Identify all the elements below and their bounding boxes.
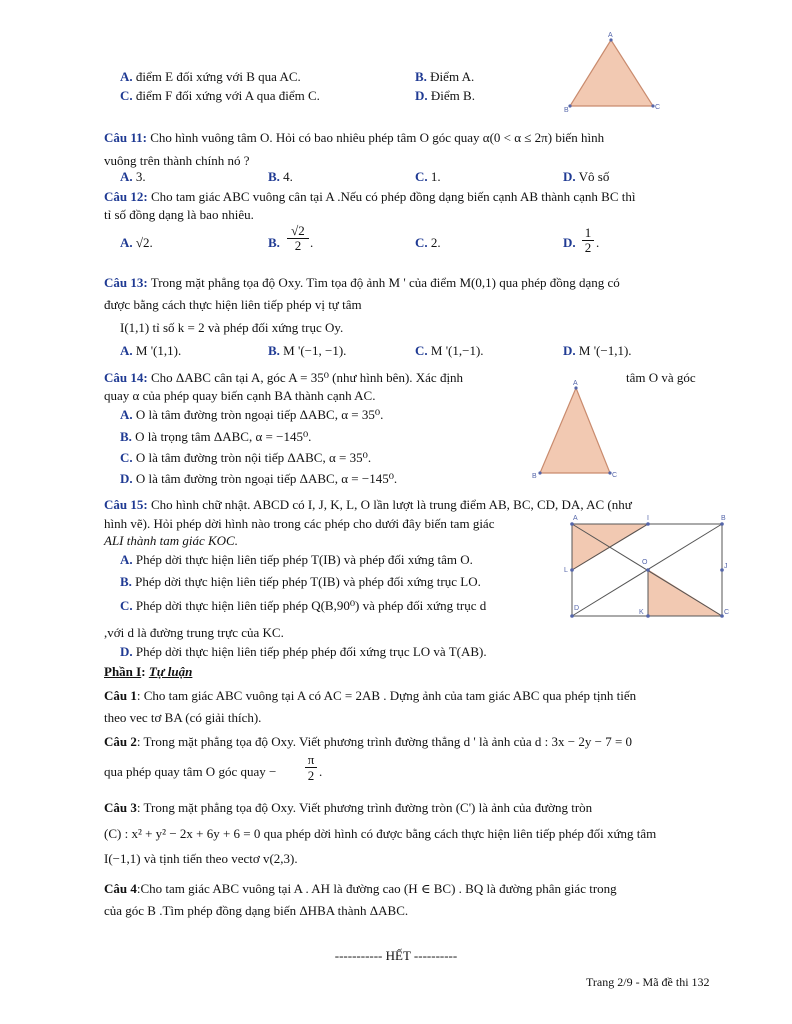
q11-option-a: A. 3. [120,169,146,184]
fig3-label-i: I [647,515,649,522]
q14-option-d: D. O là tâm đường tròn ngoại tiếp ΔABC, α = −145⁰. [120,471,398,486]
fig2-label-a: A [573,380,578,387]
essay4-line1: Câu 4:Cho tam giác ABC vuông tại A . AH là đường cao (H ∈ BC) . BQ là đường phân giác trong [104,881,617,896]
q10-option-a: A. điểm E đối xứng với B qua AC. [120,69,301,84]
fig1-label-b: B [564,107,569,114]
q15-stem-line1: Câu 15: Cho hình chữ nhật. ABCD có I, J, K, L, O lần lượt là trung điểm AB, BC, CD, DA, AC (như [104,497,632,512]
fig3-label-d: D [574,605,580,612]
q14-stem-line1: Câu 14: Cho ΔABC cân tại A, góc A = 35⁰ (như hình bên). Xác định [104,370,464,385]
q14-option-b: B. O là trọng tâm ΔABC, α = −145⁰. [120,429,312,444]
q13-stem-line2: được bằng cách thực hiện liên tiếp phép vị tự tâm [104,297,362,312]
fig2-label-b: B [532,473,537,480]
essay1-line1: Câu 1: Cho tam giác ABC vuông tại A có AC = 2AB . Dựng ảnh của tam giác ABC qua phép tịnh tiến [104,688,637,703]
q15-option-d: D. Phép dời thực hiện liên tiếp phép phép đối xứng trục LO và T(AB). [120,644,487,659]
q10-option-b: B. Điểm A. [415,69,475,84]
q12-stem-line2: tỉ số đồng dạng là bao nhiêu. [104,207,254,222]
essay3-line1: Câu 3: Trong mặt phẳng tọa độ Oxy. Viết phương trình đường tròn (C') là ảnh của đường tròn [104,800,593,815]
q11-option-c: C. 1. [415,169,441,184]
q11-stem-line2: vuông trên thành chính nó ? [104,153,250,168]
q12-option-c: C. 2. [415,235,441,250]
fig3-label-a: A [573,515,578,522]
q13-option-a: A. M '(1,1). [120,343,182,358]
q13-stem-line1: Câu 13: Trong mặt phẳng tọa độ Oxy. Tìm tọa độ ảnh M ' của điểm M(0,1) qua phép đồng dạng có [104,275,620,290]
q12-stem-line1: Câu 12: Cho tam giác ABC vuông cân tại A .Nếu có phép đồng dạng biến cạnh AB thành cạnh BC thì [104,189,636,204]
q12-option-b: B. [268,235,280,250]
essay1-line2: theo vec tơ BA (có giải thích). [104,710,262,725]
fig3-label-o: O [642,559,648,566]
q12-option-a: A. √2. [120,235,153,250]
fig1-label-c: C [655,104,661,111]
q12-option-d-fraction: 1 2 [582,226,594,255]
q10-option-c: C. điểm F đối xứng với A qua điểm C. [120,88,320,103]
essay3-line3: I(−1,1) và tịnh tiến theo vectơ v(2,3). [104,851,298,866]
part-heading: Phần I: Tự luận [104,664,193,679]
q14-option-a: A. O là tâm đường tròn ngoại tiếp ΔABC, α = 35⁰. [120,407,384,422]
q11-stem-line1: Câu 11: Cho hình vuông tâm O. Hỏi có bao nhiêu phép tâm O góc quay α(0 < α ≤ 2π) biến hình [104,130,605,145]
essay4-line2: của góc B .Tìm phép đồng dạng biến ΔHBA thành ΔABC. [104,903,409,918]
fig1-label-a: A [608,32,613,39]
q13-option-b: B. M '(−1, −1). [268,343,347,358]
q15-stem-line2: hình vẽ). Hỏi phép dời hình nào trong các phép cho dưới đây biến tam giác [104,516,495,531]
triangle-figure-top [560,30,670,115]
q11-option-d: D. Vô số [563,169,610,184]
q13-option-c: C. M '(1,−1). [415,343,484,358]
fig2-label-c: C [612,472,618,479]
page-footer: Trang 2/9 - Mã đề thi 132 [586,975,710,989]
q14-option-c: C. O là tâm đường tròn nội tiếp ΔABC, α = 35⁰. [120,450,372,465]
q11-option-b: B. 4. [268,169,293,184]
fig3-label-l: L [564,567,568,574]
q12-option-b-fraction: √2 2 [287,224,309,253]
q12-option-d: D. [563,235,576,250]
triangle-shape [570,40,653,106]
end-marker: ----------- HẾT ---------- [334,948,458,963]
essay2-line1: Câu 2: Trong mặt phẳng tọa độ Oxy. Viết phương trình đường thẳng d ' là ảnh của d : 3x − 2y − 7 = 0 [104,734,633,749]
rectangle-figure-q15 [562,510,734,625]
q15-option-a: A. Phép dời thực hiện liên tiếp phép T(IB) và phép đối xứng tâm O. [120,552,473,567]
q14-stem-line1-right: tâm O và góc [626,370,696,385]
q15-option-c: C. Phép dời thực hiện liên tiếp phép Q(B,90⁰) và phép đối xứng trục d [120,598,487,613]
essay3-line2: (C) : x² + y² − 2x + 6y + 6 = 0 qua phép dời hình có được bằng cách thực hiện liên tiếp phép đối xứng tâm [104,826,657,841]
fig3-label-c: C [724,609,730,616]
q10-option-d: D. Điểm B. [415,88,475,103]
essay2-fraction: π 2 [305,752,317,783]
fig3-label-j: J [724,563,728,570]
triangle-figure-q14 [528,378,624,482]
q15-stem-line3: ALI thành tam giác KOC. [104,533,238,548]
q13-option-d: D. M '(−1,1). [563,343,632,358]
fig3-label-b: B [721,515,726,522]
q13-stem-line3: I(1,1) tỉ số k = 2 và phép đối xứng trục Oy. [120,320,344,335]
q15-option-b: B. Phép dời thực hiện liên tiếp phép T(IB) và phép đối xứng trục LO. [120,574,481,589]
essay2-line2: qua phép quay tâm O góc quay − [104,764,277,779]
isosceles-triangle [540,388,610,473]
q15-option-c-continued: ,với d là đường trung trực của KC. [104,625,284,640]
q14-stem-line2: quay α của phép quay biến cạnh BA thành cạnh AC. [104,388,376,403]
fig3-label-k: K [639,609,644,616]
